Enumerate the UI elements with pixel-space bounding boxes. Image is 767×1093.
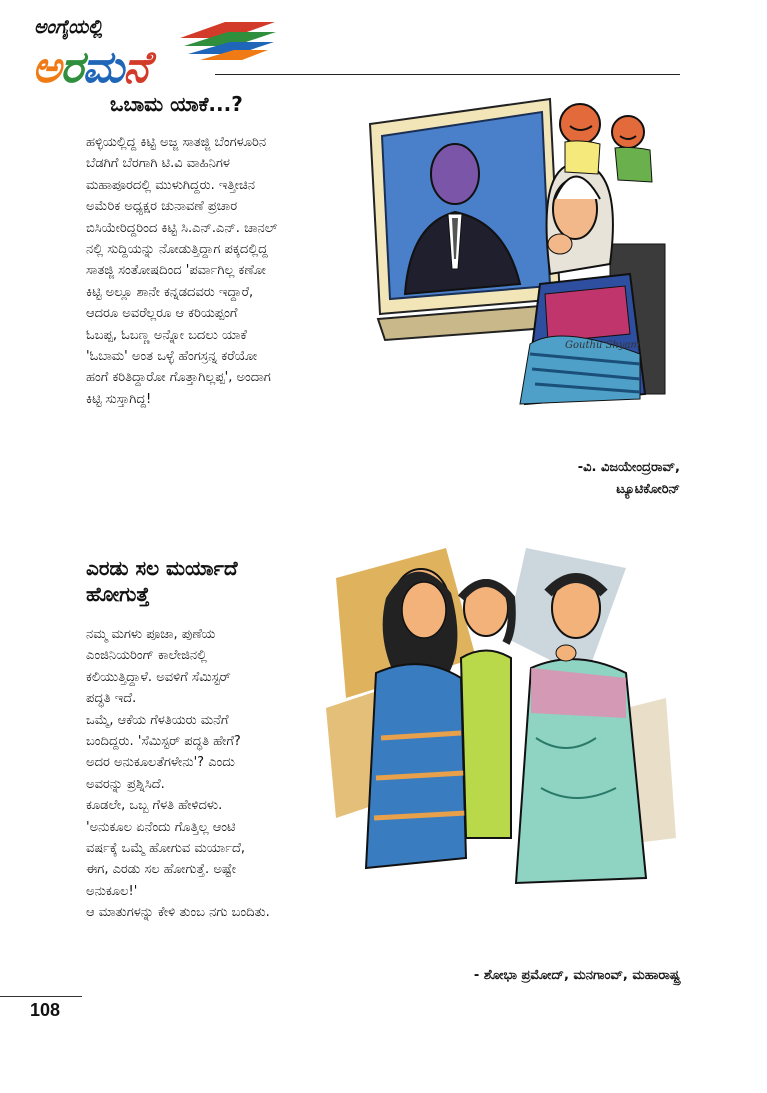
book-icon xyxy=(170,18,280,62)
header-rule xyxy=(215,74,680,75)
masthead-logo xyxy=(30,14,270,104)
tv-illustration xyxy=(360,94,680,414)
story1-credit-line2: ಟ್ಯೂಟಿಕೋರಿನ್ xyxy=(616,482,680,497)
masthead-char: ಮ xyxy=(82,42,124,93)
women-illustration xyxy=(326,538,680,890)
masthead-char: ಅ xyxy=(32,42,60,93)
masthead-char: ರ xyxy=(60,42,83,93)
masthead-title xyxy=(32,42,148,93)
illustration-signature: Gouthu Shyam xyxy=(565,340,640,351)
story2-title-line1: ಎರಡು ಸಲ ಮರ್ಯಾದೆ xyxy=(86,556,238,580)
story1-credit-line1: -ವಿ. ವಿಜಯೇಂದ್ರರಾವ್, xyxy=(577,460,680,475)
story2-body: ನಮ್ಮ ಮಗಳು ಪೂಜಾ, ಪುಣೆಯ ಎಂಜಿನಿಯರಿಂಗ್ ಕಾಲೇಜಿನಲ್ಲಿ ಕಲಿಯುತ್ತಿದ್ದಾಳೆ. ಅವಳಿಗೆ ಸೆಮಿಸ್ಟರ್ ಪದ್ಧತಿ ಇದೆ. ಒಮ್ಮೆ, ಆಕೆಯ ಗೆಳತಿಯರು ಮನೆಗೆ ಬಂದಿದ್ದರು. 'ಸೆಮಿಸ್ಟರ್ ಪದ್ಧತಿ ಹೇಗೆ? ಅದರ ಅನುಕೂಲತೆಗಳೇನು'? ಎಂದು ಅವರನ್ನು ಪ್ರಶ್ನಿಸಿದೆ. ಕೂಡಲೇ, ಒಬ್ಬ ಗೆಳತಿ ಹೇಳಿದಳು. 'ಅನುಕೂಲ ಏನೆಂದು ಗೊತ್ತಿಲ್ಲ ಆಂಟಿ ವರ್ಷಕ್ಕೆ ಒಮ್ಮೆ ಹೋಗುವ ಮರ್ಯಾದೆ, ಈಗ, ಎರಡು ಸಲ ಹೋಗುತ್ತೆ. ಅಷ್ಟೇ ಅನುಕೂಲ!' ಆ ಮಾತುಗಳನ್ನು ಕೇಳಿ ತುಂಬ ನಗು ಬಂದಿತು. xyxy=(86,627,270,921)
story2-credit: - ಶೋಭಾ ಪ್ರಮೋದ್, ಮನಗಾಂವ್, ಮಹಾರಾಷ್ಟ್ರ xyxy=(473,968,680,983)
story2-title-line2: ಹೋಗುತ್ತೆ xyxy=(86,582,150,606)
masthead-top-line: ಅಂಗೈಯಲ್ಲಿ xyxy=(34,16,103,38)
story1-title: ಒಬಾಮ ಯಾಕೆ...? xyxy=(110,92,243,116)
masthead-char: ನೆ xyxy=(123,42,149,93)
page-number: 108 xyxy=(30,1000,61,1020)
story1-body: ಹಳ್ಳಿಯಲ್ಲಿದ್ದ ಕಿಟ್ಟಿ ಅಜ್ಜ ಸಾತಜ್ಜಿ ಬೆಂಗಳೂರಿನ ಬೆಡಗಿಗೆ ಬೆರಗಾಗಿ ಟಿ.ವಿ ವಾಹಿನಿಗಳ ಮಹಾಪೂರದಲ್ಲಿ ಮುಳುಗಿದ್ದರು. ಇತ್ತೀಚಿನ ಅಮೆರಿಕ ಅಧ್ಯಕ್ಷರ ಚುನಾವಣೆ ಪ್ರಚಾರ ಬಿಸಿಯೇರಿದ್ದರಿಂದ ಕಿಟ್ಟಿ ಸಿ.ಎನ್.ಎನ್. ಚಾನಲ್ ನಲ್ಲಿ ಸುದ್ದಿಯನ್ನು ನೋಡುತ್ತಿದ್ದಾಗ ಪಕ್ಕದಲ್ಲಿದ್ದ ಸಾತಜ್ಜಿ ಸಂತೋಷದಿಂದ 'ಪರ್ವಾಗಿಲ್ಲ ಕಣೋ ಕಿಟ್ಟಿ ಅಲ್ಲೂ ಶಾನೇ ಕನ್ನಡದವರು ಇದ್ದಾರೆ, ಆದರೂ ಅವರೆಲ್ಲರೂ ಆ ಕರಿಯಪ್ಪಂಗೆ ಓಬಪ್ಪ, ಓಬಣ್ಣ ಅನ್ನೋ ಬದಲು ಯಾಕೆ 'ಓಬಾಮ' ಅಂತ ಒಳ್ಳೆ ಹೆಂಗಸ್ರನ್ನ ಕರೆಯೋ ಹಂಗೆ ಕರಿತಿದ್ದಾರೋ ಗೊತ್ತಾಗಿಲ್ಲಪ್ಪ', ಅಂದಾಗ ಕಿಟ್ಟಿ ಸುಸ್ತಾಗಿದ್ದ! xyxy=(86,135,278,407)
footer-rule xyxy=(0,996,82,997)
